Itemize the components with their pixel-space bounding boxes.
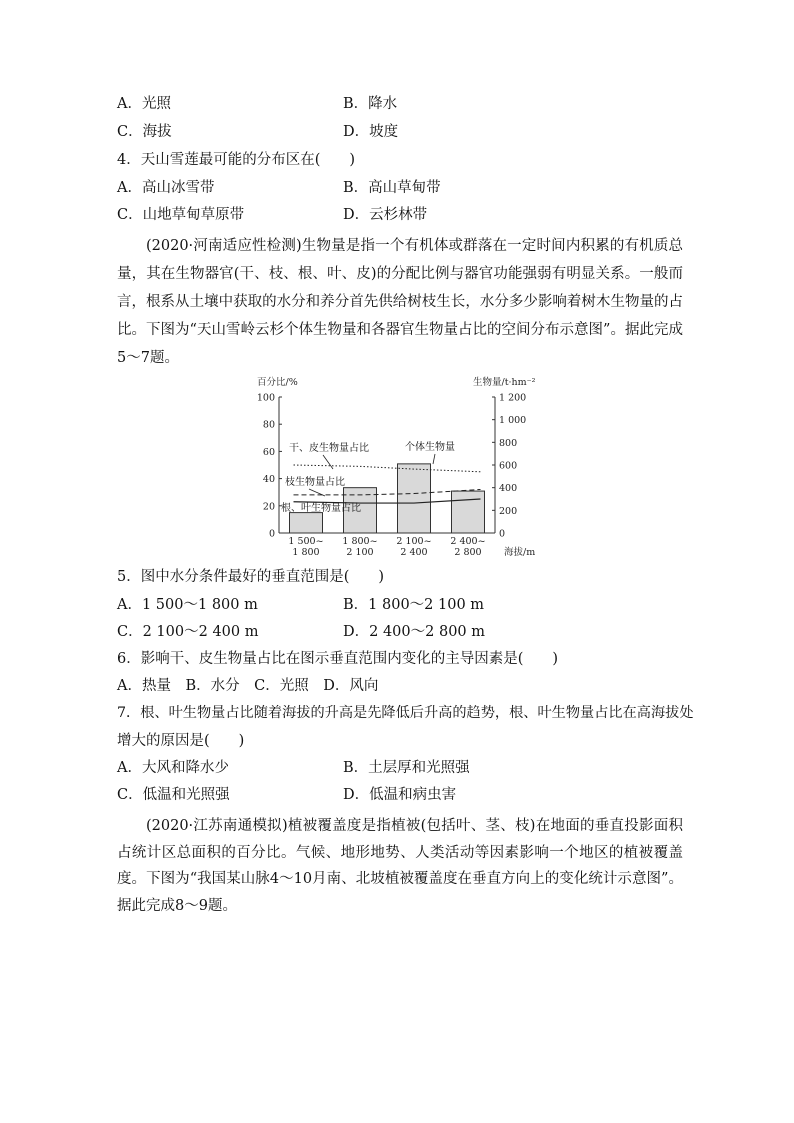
q4-option-b: B．高山草甸带 bbox=[343, 180, 441, 196]
q7-stem-line2: 增大的原因是( ) bbox=[117, 733, 245, 749]
q7-option-c: C．低温和光照强 bbox=[117, 787, 230, 803]
left-tick-label: 60 bbox=[262, 446, 275, 458]
left-tick-label: 40 bbox=[262, 474, 275, 486]
right-tick-label: 200 bbox=[499, 505, 518, 517]
chart-svg bbox=[255, 373, 545, 561]
q6-stem: 6．影响干、皮生物量占比在图示垂直范围内变化的主导因素是( ) bbox=[117, 651, 559, 667]
bar-individual-biomass bbox=[398, 464, 431, 533]
q3-option-a: A．光照 bbox=[117, 96, 171, 112]
x-tick-label: 2 800 bbox=[454, 547, 482, 558]
q7-option-b: B．土层厚和光照强 bbox=[343, 760, 470, 776]
q7-option-a: A．大风和降水少 bbox=[117, 760, 229, 776]
q5-stem: 5．图中水分条件最好的垂直范围是( ) bbox=[117, 569, 385, 585]
x-tick-label: 2 100~ bbox=[396, 536, 432, 547]
q5-option-b: B．1 800～2 100 m bbox=[343, 597, 485, 613]
q7-option-d: D．低温和病虫害 bbox=[343, 787, 457, 803]
bar-individual-biomass bbox=[452, 491, 485, 533]
passage-vegetation: (2020·江苏南通模拟)植被覆盖度是指植被(包括叶、茎、枝)在地面的垂直投影面积占统计区总面积的百分比。气候、地形地势、人类活动等因素影响一个地区的植被覆盖度。下图为“我国某山脉4～10月南、北坡植被覆盖度在垂直方向上的变化统计示意图”。据此完成8～9题。 bbox=[117, 818, 683, 914]
left-axis-title: 百分比/% bbox=[257, 377, 298, 388]
q3-option-b: B．降水 bbox=[343, 96, 398, 112]
q5-option-d: D．2 400～2 800 m bbox=[343, 624, 486, 640]
q5-option-a: A．1 500～1 800 m bbox=[117, 597, 258, 613]
x-tick-label: 2 400 bbox=[400, 547, 428, 558]
right-tick-label: 1 200 bbox=[499, 392, 527, 404]
annotation-trunk-bark-pointer bbox=[323, 455, 333, 469]
q4-option-a: A．高山冰雪带 bbox=[117, 180, 215, 196]
left-tick-label: 0 bbox=[268, 528, 275, 540]
x-axis-title: 海拔/m bbox=[504, 547, 536, 558]
right-tick-label: 800 bbox=[499, 437, 518, 449]
passage-biomass: (2020·河南适应性检测)生物量是指一个有机体或群落在一定时间内积累的有机质总量，其在生物器官(干、枝、根、叶、皮)的分配比例与器官功能强弱有明显关系。一般而言，根系从土壤中获取的水分和养分首先供给树枝生长，水分多少影响着树木生物量的占比。下图为“天山雪岭云杉个体生物量和各器官生物量占比的空间分布示意图”。据此完成5～7题。 bbox=[117, 238, 683, 366]
q4-stem: 4．天山雪莲最可能的分布区在( ) bbox=[117, 152, 356, 168]
x-tick-label: 1 800~ bbox=[342, 536, 378, 547]
q4-option-c: C．山地草甸草原带 bbox=[117, 207, 245, 223]
right-tick-label: 1 000 bbox=[499, 415, 527, 427]
left-tick-label: 100 bbox=[256, 392, 275, 404]
q4-option-d: D．云杉林带 bbox=[343, 207, 428, 223]
x-tick-label: 2 400~ bbox=[450, 536, 486, 547]
annotation-trunk-bark: 干、皮生物量占比 bbox=[289, 443, 369, 454]
annotation-individual: 个体生物量 bbox=[405, 442, 455, 453]
q5-option-c: C．2 100～2 400 m bbox=[117, 624, 259, 640]
right-tick-label: 400 bbox=[499, 483, 518, 495]
biomass-chart bbox=[255, 373, 545, 561]
bar-individual-biomass bbox=[290, 513, 323, 533]
q3-option-d: D．坡度 bbox=[343, 124, 399, 140]
x-tick-label: 1 800 bbox=[292, 547, 320, 558]
left-tick-label: 80 bbox=[262, 419, 275, 431]
right-tick-label: 600 bbox=[499, 460, 518, 472]
annotation-branch: 枝生物量占比 bbox=[285, 477, 345, 488]
right-axis-title: 生物量/t·hm⁻² bbox=[473, 377, 536, 388]
q3-option-c: C．海拔 bbox=[117, 124, 172, 140]
x-tick-label: 2 100 bbox=[346, 547, 374, 558]
annotation-root-leaf: 根、叶生物量占比 bbox=[281, 503, 361, 514]
annotation-individual-pointer bbox=[433, 454, 435, 464]
left-tick-label: 20 bbox=[262, 501, 275, 513]
q6-options: A．热量 B．水分 C．光照 D．风向 bbox=[117, 678, 379, 694]
q7-stem-line1: 7．根、叶生物量占比随着海拔的升高是先降低后升高的趋势，根、叶生物量占比在高海拔处 bbox=[117, 705, 694, 721]
series-line-dotted bbox=[294, 465, 481, 472]
x-tick-label: 1 500~ bbox=[288, 536, 324, 547]
right-tick-label: 0 bbox=[499, 528, 506, 540]
